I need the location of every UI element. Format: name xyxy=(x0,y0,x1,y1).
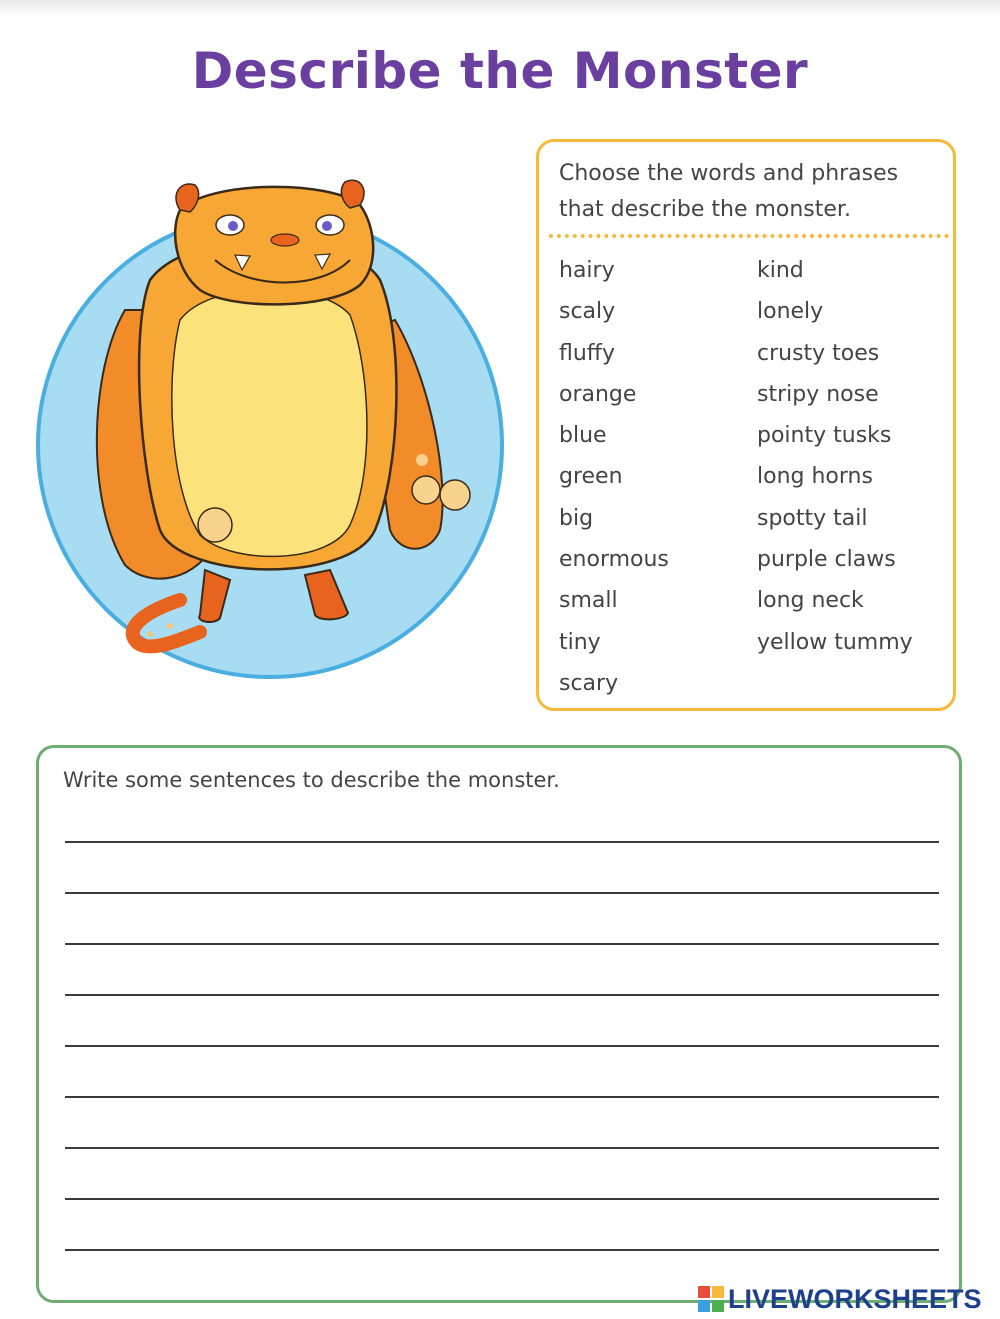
word-option[interactable]: enormous xyxy=(559,547,669,573)
word-option[interactable]: green xyxy=(559,464,623,490)
word-option[interactable]: kind xyxy=(757,258,804,283)
page-title: Describe the Monster xyxy=(191,42,809,100)
writing-line[interactable] xyxy=(65,892,939,894)
word-option[interactable]: lonely xyxy=(757,299,824,325)
monster-illustration xyxy=(30,170,510,690)
word-option[interactable]: long neck xyxy=(757,588,864,614)
monster-head xyxy=(175,187,373,305)
top-shadow-bar xyxy=(0,0,1000,18)
word-option[interactable]: yellow tummy xyxy=(757,629,913,655)
monster-right-horn xyxy=(341,180,364,208)
word-option[interactable]: blue xyxy=(559,423,607,449)
writing-box xyxy=(36,745,962,1303)
word-option[interactable]: scaly xyxy=(559,299,616,325)
writing-line[interactable] xyxy=(65,994,939,996)
writing-line[interactable] xyxy=(65,1249,939,1251)
monster-nose xyxy=(271,234,299,246)
word-option[interactable]: purple claws xyxy=(757,547,896,573)
word-option[interactable]: scary xyxy=(559,670,619,696)
word-option[interactable]: orange xyxy=(559,381,637,407)
liveworksheets-watermark xyxy=(698,1282,982,1316)
word-option[interactable]: pointy tusks xyxy=(757,423,892,449)
word-list-left xyxy=(559,250,669,704)
word-option[interactable]: stripy nose xyxy=(757,381,879,407)
word-option[interactable]: fluffy xyxy=(559,340,615,366)
word-option[interactable]: tiny xyxy=(559,629,601,655)
word-option[interactable]: hairy xyxy=(559,258,615,283)
writing-prompt: Write some sentences to describe the monster. xyxy=(63,768,560,792)
writing-line[interactable] xyxy=(65,943,939,945)
writing-line[interactable] xyxy=(65,841,939,843)
word-option[interactable]: spotty tail xyxy=(757,505,868,531)
writing-line[interactable] xyxy=(65,1045,939,1047)
writing-line[interactable] xyxy=(65,1096,939,1098)
word-box-instructions: Choose the words and phrases that describe the monster. xyxy=(559,161,899,222)
writing-line[interactable] xyxy=(65,1147,939,1149)
writing-line[interactable] xyxy=(65,1198,939,1200)
dotted-divider xyxy=(549,234,949,238)
word-option[interactable]: big xyxy=(559,505,594,531)
word-option[interactable]: crusty toes xyxy=(757,340,880,366)
liveworksheets-logo-icon xyxy=(698,1286,724,1312)
word-option[interactable]: small xyxy=(559,588,618,614)
word-choice-box xyxy=(536,139,956,711)
word-list-right xyxy=(757,250,913,663)
word-option[interactable]: long horns xyxy=(757,464,873,490)
watermark-text: LIVEWORKSHEETS xyxy=(728,1283,982,1314)
